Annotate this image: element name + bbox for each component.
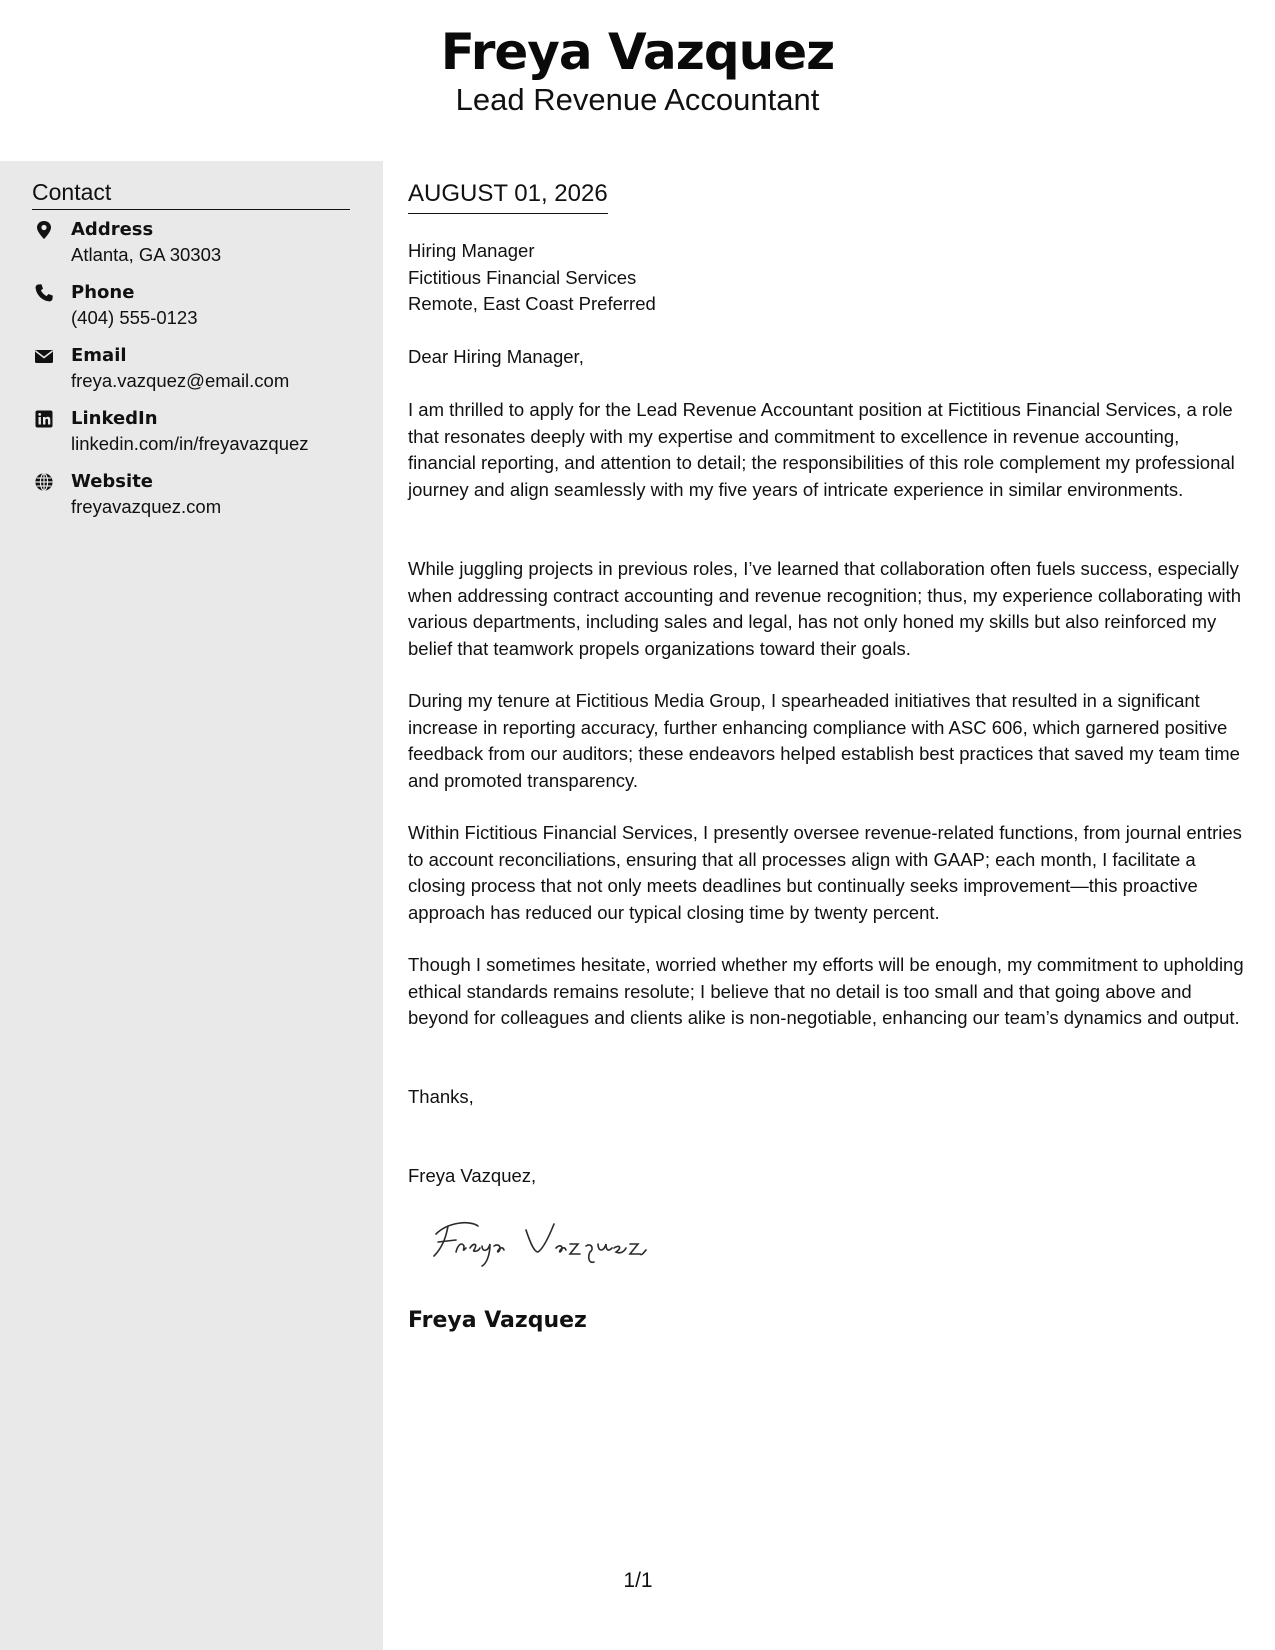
paragraph: Within Fictitious Financial Services, I presently oversee revenue-related functions, from journal entries to account reconciliations, ensuring that all processes align with GAAP; each month, I facilitate a closing process that not only meets deadlines but continually seeks improvement—this proactive approach has reduced our typical closing time by twenty percent. <box>408 822 1242 923</box>
paragraph: I am thrilled to apply for the Lead Revenue Accountant position at Fictitious Financial Services, a role that resonates deeply with my expertise and commitment to excellence in revenue accounting, financial reporting, and attention to detail; the responsibilities of this role complement my professional journey and align seamlessly with my five years of intricate experience in similar environments. <box>408 399 1235 500</box>
applicant-name: Freya Vazquez <box>440 23 835 81</box>
page-number: 1/1 <box>623 1569 653 1592</box>
contact-item-website <box>32 470 362 526</box>
recipient-block <box>408 238 656 318</box>
linkedin-icon <box>34 409 54 429</box>
paragraph: During my tenure at Fictitious Media Group, I spearheaded initiatives that resulted in a significant increase in reporting accuracy, further enhancing compliance with ASC 606, which garnered positive feedback from our auditors; these endeavors helped establish best practices that saved my team time and promoted transparency. <box>408 690 1240 791</box>
linkedin-value: linkedin.com/in/freyavazquez <box>71 433 309 454</box>
recipient-line: Hiring Manager <box>408 240 535 261</box>
phone-value: (404) 555-0123 <box>71 307 198 328</box>
paragraph: Though I sometimes hesitate, worried whether my efforts will be enough, my commitment to upholding ethical standards remains resolute; I believe that no detail is too small and that going above and beyond for colleagues and clients alike is non-negotiable, enhancing our team’s dynamics and output. <box>408 954 1244 1028</box>
sign-off-name: Freya Vazquez, <box>408 1165 537 1186</box>
map-pin-icon <box>34 220 54 240</box>
address-value: Atlanta, GA 30303 <box>71 244 222 265</box>
letter-date: AUGUST 01, 2026 <box>408 179 608 214</box>
contact-label: Address <box>71 219 154 240</box>
applicant-title: Lead Revenue Accountant <box>455 82 820 117</box>
closing: Thanks, <box>408 1086 474 1107</box>
email-value: freya.vazquez@email.com <box>71 370 290 391</box>
letter-header <box>0 0 1275 160</box>
recipient-line: Remote, East Coast Preferred <box>408 293 656 314</box>
contact-item-linkedin <box>32 407 362 463</box>
contact-item-address <box>32 218 362 274</box>
contact-label: Email <box>71 345 127 366</box>
contact-label: Phone <box>71 282 135 303</box>
contact-heading: Contact <box>32 177 350 210</box>
signer-name: Freya Vazquez <box>408 1308 587 1333</box>
contact-item-email <box>32 344 362 400</box>
email-icon <box>34 346 54 366</box>
recipient-line: Fictitious Financial Services <box>408 266 637 288</box>
contact-sidebar <box>0 161 383 1650</box>
salutation: Dear Hiring Manager, <box>408 346 584 367</box>
contact-label: Website <box>71 471 154 492</box>
contact-item-phone <box>32 281 362 337</box>
globe-icon <box>34 472 54 492</box>
handwritten-signature <box>426 1212 666 1272</box>
website-value: freyavazquez.com <box>71 496 222 517</box>
paragraph: While juggling projects in previous roles, I’ve learned that collaboration often fuels success, especially when addressing contract accounting and revenue recognition; thus, my experience collaborating with various departments, including sales and legal, has not only honed my skills but also reinforced my belief that teamwork propels organizations toward their goals. <box>408 558 1241 659</box>
contact-label: LinkedIn <box>71 408 158 429</box>
phone-icon <box>34 283 54 303</box>
